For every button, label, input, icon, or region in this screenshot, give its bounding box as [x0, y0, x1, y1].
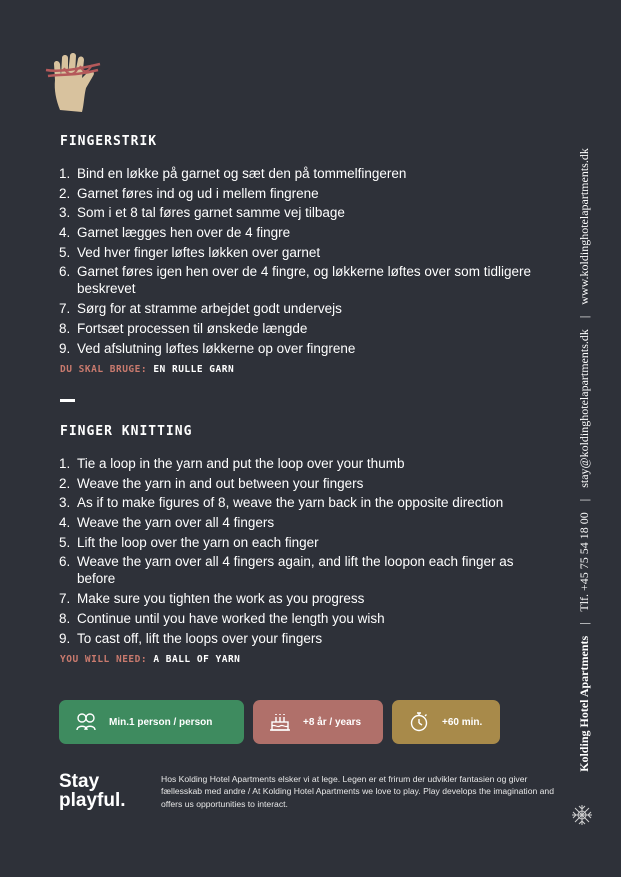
step-item [59, 590, 549, 607]
step-text: Garnet føres ind og ud i mellem fingrene [77, 185, 319, 201]
step-number: 7. [59, 591, 71, 607]
step-item [59, 610, 549, 627]
step-text: Tie a loop in the yarn and put the loop over your thumb [77, 456, 405, 471]
step-number: 8. [59, 610, 71, 626]
step-item [59, 553, 549, 587]
step-number: 6. [59, 554, 71, 570]
step-number: 5. [59, 534, 71, 550]
persons-badge [59, 700, 244, 744]
step-item [59, 455, 549, 472]
age-badge-label: +8 år / years [303, 716, 362, 728]
step-number: 5. [59, 244, 71, 260]
time-badge-label: +60 min. [442, 716, 483, 728]
step-text: Make sure you tighten the work as you progress [77, 591, 365, 607]
stopwatch-icon [408, 711, 430, 733]
step-number: 3. [59, 495, 71, 511]
step-text: Garnet føres igen hen over de 4 fingre, og løkkerne løftes over som tidligere beskrevet [77, 264, 531, 297]
step-text: Lift the loop over the yarn on each finger [77, 534, 319, 550]
step-number: 9. [59, 630, 71, 646]
step-text: Continue until you have worked the length you wish [77, 610, 385, 626]
step-text: Weave the yarn in and out between your fingers [77, 475, 364, 491]
danish-steps-list [59, 165, 549, 359]
hand-with-yarn-icon [44, 50, 104, 120]
phone-number: Tlf. +45 75 54 18 00 [577, 512, 591, 612]
separator: | [577, 315, 591, 319]
email-link[interactable]: stay@koldinghotelapartments.dk [577, 329, 591, 488]
danish-need-value: EN RULLE GARN [153, 364, 235, 375]
persons-icon [75, 711, 97, 733]
time-badge [392, 700, 500, 744]
website-link[interactable]: www.koldinghotelapartments.dk [577, 148, 591, 305]
step-text: Ved afslutning løftes løkkerne op over fingrene [77, 340, 356, 356]
danish-need-label: DU SKAL BRUGE: [60, 364, 148, 375]
step-text: Weave the yarn over all 4 fingers [77, 515, 275, 531]
step-text: Bind en løkke på garnet og sæt den på tommelfingeren [77, 166, 407, 181]
step-number: 2. [59, 475, 71, 491]
step-number: 1. [59, 456, 71, 471]
persons-badge-label: Min.1 person / person [109, 716, 213, 728]
step-number: 6. [59, 264, 71, 280]
step-item [59, 475, 549, 492]
age-badge [253, 700, 383, 744]
step-text: Sørg for at stramme arbejdet godt undervejs [77, 301, 342, 317]
step-item [59, 224, 549, 241]
step-text: Garnet lægges hen over de 4 fingre [77, 225, 291, 241]
step-number: 2. [59, 185, 71, 201]
english-need-label: YOU WILL NEED: [60, 654, 148, 665]
step-text: To cast off, lift the loops over your fingers [77, 630, 323, 646]
step-number: 9. [59, 340, 71, 356]
step-item [59, 630, 549, 647]
slogan-line-1: Stay [59, 771, 100, 792]
english-title: FINGER KNITTING [60, 424, 193, 439]
step-item [59, 340, 549, 357]
side-contact-strip [574, 130, 594, 790]
step-text: As if to make figures of 8, weave the yarn back in the opposite direction [77, 495, 504, 511]
step-item [59, 494, 549, 511]
step-text: Som i et 8 tal føres garnet samme vej tilbage [77, 205, 345, 221]
section-divider [60, 399, 75, 402]
step-number: 7. [59, 301, 71, 317]
step-item [59, 320, 549, 337]
danish-title: FINGERSTRIK [60, 134, 158, 149]
stay-playful-slogan [59, 772, 126, 810]
step-number: 3. [59, 205, 71, 221]
step-item [59, 185, 549, 202]
footer-text: Hos Kolding Hotel Apartments elsker vi at lege. Legen er et frirum der udvikler fantasien og giver fællesskab med andre / At Kolding Hotel Apartments we love to play. Play develops the imagination and offers us opportunities to interact. [161, 774, 554, 809]
english-need [60, 654, 240, 665]
snowflake-logo-icon [571, 804, 593, 826]
step-number: 4. [59, 225, 71, 241]
separator: | [577, 622, 591, 625]
step-item [59, 244, 549, 261]
birthday-cake-icon [269, 711, 291, 733]
separator: | [577, 498, 591, 502]
step-text: Ved hver finger løftes løkken over garnet [77, 244, 321, 260]
step-number: 8. [59, 320, 71, 336]
step-item [59, 534, 549, 551]
step-text: Fortsæt processen til ønskede længde [77, 320, 308, 336]
step-text: Weave the yarn over all 4 fingers again, and lift the loopon each finger as before [77, 554, 514, 587]
brand-name: Kolding Hotel Apartments [577, 635, 591, 772]
step-item [59, 263, 549, 297]
step-item [59, 300, 549, 317]
step-number: 4. [59, 515, 71, 531]
step-item [59, 514, 549, 531]
english-steps-list [59, 455, 549, 649]
english-need-value: A BALL OF YARN [153, 654, 241, 665]
slogan-line-2: playful. [59, 790, 126, 811]
step-item [59, 165, 549, 182]
step-number: 1. [59, 166, 71, 181]
step-item [59, 204, 549, 221]
danish-need [60, 364, 234, 375]
